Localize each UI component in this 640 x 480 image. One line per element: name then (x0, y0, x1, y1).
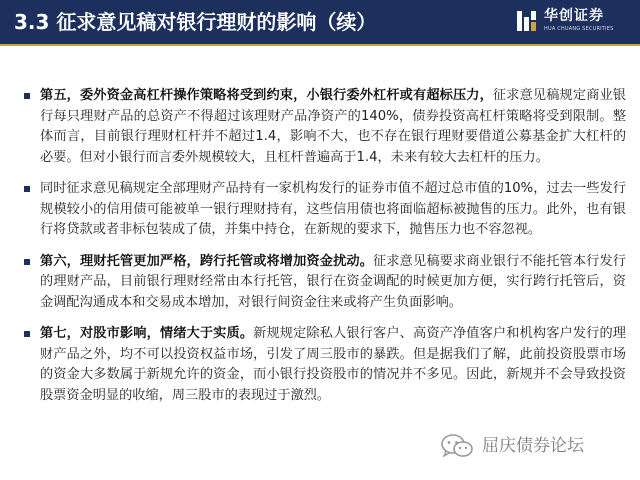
square-bullet-icon (24, 186, 30, 192)
square-bullet-icon (24, 93, 30, 99)
watermark-text: 屈庆债券论坛 (482, 436, 584, 456)
paragraph-concentration (16, 179, 626, 241)
company-logo (516, 7, 628, 37)
logo-mark-icon (516, 9, 538, 33)
wechat-icon (440, 433, 474, 459)
header-divider (0, 44, 640, 46)
page-title: 3.3 征求意见稿对银行理财的影响（续） (14, 10, 377, 34)
paragraph-text: 征求意见稿要求商业银行不能托管本行发行的理财产品，目前银行理财经常由本行托管，银行在资金调配的时候更加方便，实行跨行托管后，资金调配沟通成本和交易成本增加，对银行间资金往来或将产生负面影响。 (40, 253, 626, 310)
paragraph-text: 征求意见稿规定商业银行每只理财产品的总资产不得超过该理财产品净资产的140%，债券投资高杠杆策略将受到限制。整体而言，目前银行理财杠杆并不超过1.4，影响不大，也不存在银行理财要借道公募基金扩大杠杆的必要。但对小银行而言委外规模较大，且杠杆普遍高于1.4，未来有较大去杠杆的压力。 (40, 88, 626, 165)
logo-name: 华创证券 (544, 8, 604, 24)
paragraph-text: 同时征求意见稿规定全部理财产品持有一家机构发行的证券市值不超过总市值的10%，过去一些发行规模较小的信用债可能被单一银行理财持有，这些信用债也将面临超标被抛售的压力。此外，也有银行将贷款或者非标包装成了债，并集中持仓，在新规的要求下，抛售压力也不容忽视。 (40, 181, 626, 237)
paragraph-lead: 第七，对股市影响，情绪大于实质。 (40, 326, 254, 341)
slide-header (0, 0, 640, 44)
square-bullet-icon (24, 331, 30, 337)
paragraph-text: 新规规定除私人银行客户、高资产净值客户和机构客户发行的理财产品之外，均不可以投资权益市场，引发了周三股市的暴跌。但是据我们了解，此前投资股票市场的资金大多数属于新规允许的资金，而小银行投资股市的情况并不多见。因此，新规并不会导致投资股票资金明显的收缩，周三股市的表现过于激烈。 (40, 326, 626, 403)
paragraph-lead: 第五，委外资金高杠杆操作策略将受到约束，小银行委外杠杆或有超标压力， (40, 88, 493, 103)
square-bullet-icon (24, 259, 30, 265)
paragraph-sixth (16, 252, 626, 314)
paragraph-lead: 第六，理财托管更加严格，跨行托管或将增加资金扰动。 (40, 253, 374, 269)
slide-body (16, 86, 626, 417)
paragraph-fifth (16, 86, 626, 168)
paragraph-seventh (16, 324, 626, 406)
wechat-watermark (440, 432, 636, 460)
logo-subtitle: HUA CHUANG SECURITIES (544, 26, 614, 32)
